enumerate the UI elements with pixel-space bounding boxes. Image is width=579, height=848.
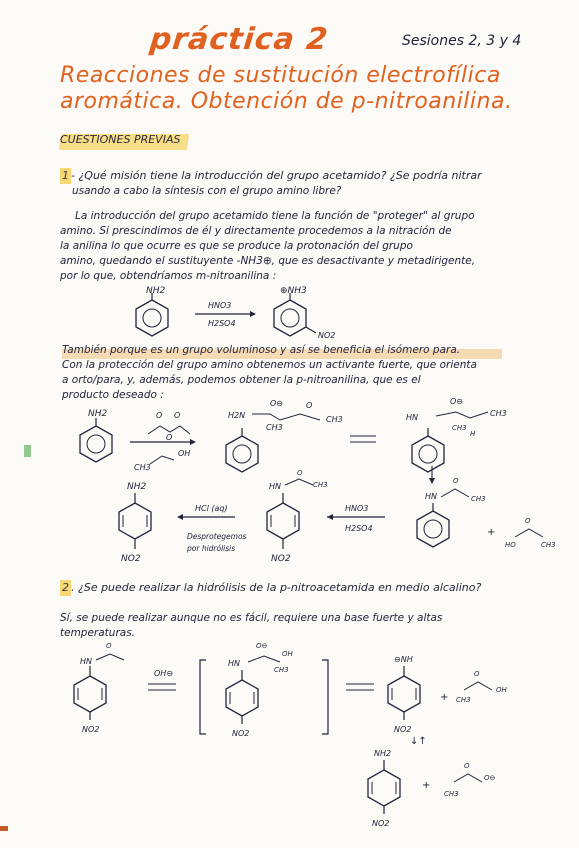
benzene-ring-aniline-2 <box>80 418 112 462</box>
no2-label: NO2 <box>394 725 412 734</box>
hn-label: HN <box>406 413 418 422</box>
ch3-label: CH3 <box>134 463 151 472</box>
ch3-label: CH3 <box>274 666 289 674</box>
ch3-label: CH3 <box>490 409 507 418</box>
benzene-ring-intermediate-3 <box>226 670 258 724</box>
oxygen-label: O <box>156 411 163 420</box>
hn-label: HN <box>228 659 240 668</box>
oh-label: OH <box>496 686 507 694</box>
h-label: H <box>470 430 476 438</box>
reagent-h2so4: H2SO4 <box>208 319 236 328</box>
answer-1-line: la anilina lo que ocurre es que se produce la protonación del grupo <box>60 240 413 252</box>
plus-sign: + <box>487 527 496 538</box>
benzene-ring-anion <box>388 666 420 720</box>
acetyl-bond <box>441 489 469 497</box>
ch3-label: CH3 <box>266 423 283 432</box>
reagent-hcl: HCl (aq) <box>195 504 228 513</box>
nh2-label: NH2 <box>374 749 392 758</box>
answer-1-line: por lo que, obtendríamos m-nitroanilina : <box>60 270 277 282</box>
ch3-label: CH3 <box>313 481 328 489</box>
acid-bond <box>464 682 492 690</box>
acetyl-bond <box>285 479 313 485</box>
deprotect-note: por hidrólisis <box>187 544 236 553</box>
acetic-acid-bond <box>150 456 174 464</box>
oxygen-label: O <box>174 411 181 420</box>
h2n-label: H2N <box>228 411 246 420</box>
oxygen-label: O <box>297 469 303 477</box>
no2-label: NO2 <box>271 554 291 564</box>
answer-1b-line: a orto/para, y, además, podemos obtener la p-nitroanilina, que es el <box>62 374 421 386</box>
question-1-text: - ¿Qué misión tiene la introducción del grupo acetamido? ¿Se podría nitrar <box>71 169 482 182</box>
answer-1-line: amino. Si prescindimos de él y directamente procedemos a la nitración de <box>60 225 452 237</box>
o-minus-label: O⊖ <box>450 397 463 406</box>
oxygen-label: O <box>464 762 470 770</box>
page-edge-mark <box>0 826 8 831</box>
benzene-ring-aniline <box>136 293 168 336</box>
page-title: práctica 2 <box>148 22 331 57</box>
nh2-label: NH2 <box>88 409 108 419</box>
reagent-hno3: HNO3 <box>208 301 232 310</box>
answer-2-line: Sí, se puede realizar aunque no es fácil, requiere una base fuerte y altas <box>60 612 443 624</box>
plus-sign: + <box>422 780 431 791</box>
nh3-label: ⊕NH3 <box>280 286 307 296</box>
oxygen-label: O <box>306 401 313 410</box>
bracket-left <box>200 660 206 734</box>
ch3-label: CH3 <box>452 424 467 432</box>
benzene-ring-intermediate <box>226 428 258 472</box>
acetic-acid-bond <box>515 529 543 537</box>
hn-label: HN <box>425 492 437 501</box>
intermediate-chain <box>436 412 488 418</box>
o-minus-label: O⊖ <box>256 642 268 650</box>
nh-minus-label: ⊖NH <box>394 655 413 664</box>
benzene-ring-intermediate-2 <box>412 428 444 472</box>
arrow-head <box>190 439 196 445</box>
nh2-label: NH2 <box>127 482 147 492</box>
benzene-ring-final <box>368 760 400 814</box>
section-heading: CUESTIONES PREVIAS <box>60 133 181 146</box>
oxygen-label: O <box>106 642 112 650</box>
oxygen-label: O <box>453 477 459 485</box>
oxygen-label: O <box>474 670 480 678</box>
o-minus-label: O⊖ <box>270 399 283 408</box>
reaction-nitration-aniline <box>120 284 380 344</box>
acetyl-bond <box>96 654 124 660</box>
answer-1b-line: producto deseado : <box>62 389 164 401</box>
answer-1-line: La introducción del grupo acetamido tiene la función de "proteger" al grupo <box>75 210 475 222</box>
nh2-label: NH2 <box>146 286 166 296</box>
ch3-label: CH3 <box>456 696 471 704</box>
oxygen-label: O <box>525 517 531 525</box>
alkaline-hydrolysis-mechanism <box>60 640 560 840</box>
ch3-label: CH3 <box>471 495 486 503</box>
plus-sign: + <box>440 692 449 703</box>
hn-label: HN <box>80 657 92 666</box>
no2-label: NO2 <box>82 725 100 734</box>
no2-label: NO2 <box>121 554 141 564</box>
benzene-ring-p-nitroacetanilide <box>267 493 299 549</box>
benzene-ring-product <box>274 293 316 336</box>
benzene-ring-acetanilide <box>417 503 449 547</box>
o-minus-label: O⊖ <box>484 774 496 782</box>
reagent-h2so4: H2SO4 <box>345 524 373 533</box>
hydroxide-label: OH⊖ <box>154 669 174 678</box>
answer-1b-line: También porque es un grupo voluminoso y así se beneficia el isómero para. <box>62 344 461 356</box>
oxygen-label: O <box>166 433 173 442</box>
question-2-text: . ¿Se puede realizar la hidrólisis de la p-nitroacetamida en medio alcalino? <box>71 581 482 594</box>
oh-label: OH <box>282 650 293 658</box>
benzene-ring-p-nitroaniline <box>119 493 151 549</box>
reagent-hno3: HNO3 <box>345 504 369 513</box>
deprotect-note: Desprotegemos <box>187 532 247 541</box>
subtitle-line-2: aromática. Obtención de p-nitroanilina. <box>60 89 513 114</box>
answer-2-line: temperaturas. <box>60 627 136 639</box>
intermediate-chain <box>248 656 280 662</box>
intermediate-chain <box>252 414 320 420</box>
ch3-label: CH3 <box>541 541 556 549</box>
no2-label: NO2 <box>232 729 250 738</box>
subtitle-line-1: Reacciones de sustitución electrofílica <box>60 63 501 88</box>
equilibrium-vertical: ↓↑ <box>410 736 427 747</box>
arrow-head <box>250 311 256 317</box>
benzene-ring-start <box>74 666 106 720</box>
no2-label: NO2 <box>372 819 390 828</box>
no2-label: NO2 <box>318 331 336 340</box>
oh-label: OH <box>178 449 191 458</box>
hn-label: HN <box>269 482 281 491</box>
question-1-text-cont: usando a cabo la síntesis con el grupo amino libre? <box>72 185 342 197</box>
question-1 <box>60 168 482 184</box>
question-2-number: 2 <box>62 581 69 594</box>
question-1-number: 1 <box>62 169 69 182</box>
answer-1b-line: Con la protección del grupo amino obtenemos un activante fuerte, que orienta <box>62 359 477 371</box>
bracket-right <box>322 660 328 734</box>
acetate-bond <box>454 774 482 782</box>
question-2 <box>60 580 481 596</box>
arrow-head <box>327 514 333 520</box>
margin-sticker <box>24 445 31 457</box>
ch3-label: CH3 <box>444 790 459 798</box>
hydrolysis-scheme <box>95 469 565 585</box>
answer-1-line: amino, quedando el sustituyente -NH3⊕, que es desactivante y metadirigente, <box>60 255 476 267</box>
ho-label: HO <box>505 541 516 549</box>
sessions-label: Sesiones 2, 3 y 4 <box>402 33 522 49</box>
ch3-label: CH3 <box>326 415 343 424</box>
arrow-head <box>177 514 183 520</box>
